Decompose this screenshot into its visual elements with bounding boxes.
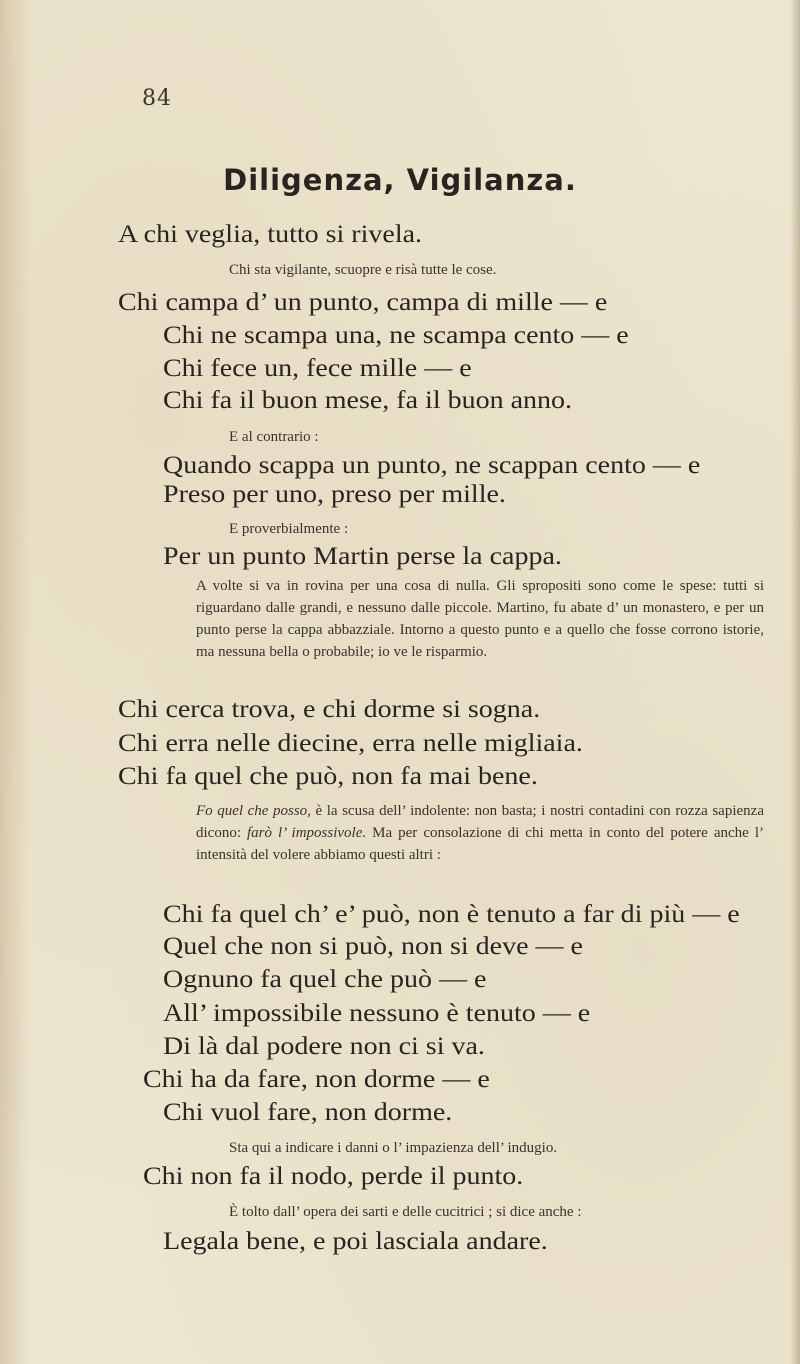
commentary-text: Ma per consolazione di chi metta in conto del potere anche l’ intensità del volere abbiamo questi altri : (196, 825, 764, 863)
commentary-line: E proverbialmente : (229, 521, 349, 537)
proverb-line: Chi erra nelle diecine, erra nelle migliaia. (118, 730, 583, 757)
page-edge-shadow (0, 0, 30, 1364)
proverb-line: Preso per uno, preso per mille. (163, 481, 506, 508)
proverb-line: Quel che non si può, non si deve — e (163, 933, 583, 960)
commentary-line: È tolto dall’ opera dei sarti e delle cucitrici ; si dice anche : (229, 1204, 582, 1220)
proverb-line: Ognuno fa quel che può — e (163, 966, 487, 993)
proverb-line: All’ impossibile nessuno è tenuto — e (163, 1000, 591, 1027)
proverb-line: Legala bene, e poi lasciala andare. (163, 1228, 548, 1255)
proverb-line: Chi vuol fare, non dorme. (163, 1099, 453, 1126)
proverb-line: A chi veglia, tutto si rivela. (118, 221, 423, 248)
commentary-paragraph: A volte si va in rovina per una cosa di nulla. Gli spropositi sono come le spese: tutti si riguardano dalle grandi, e nessuno dalle piccole. Martino, fu abate d’ un monastero, e per un punto perse la cappa abbazziale. Intorno a questo punto e a quello che fosse corrono istorie, ma nessuna bella o probabile; io ve le risparmio. (196, 578, 764, 660)
proverb-line: Chi non fa il nodo, perde il punto. (143, 1163, 524, 1190)
proverb-line: Di là dal podere non ci si va. (163, 1033, 485, 1060)
italic-phrase: Fo quel che posso, (196, 803, 311, 819)
commentary-line: Chi sta vigilante, scuopre e risà tutte le cose. (229, 262, 497, 278)
proverb-line: Quando scappa un punto, ne scappan cento — e (163, 452, 701, 479)
commentary-line: Sta qui a indicare i danni o l’ impazienza dell’ indugio. (229, 1140, 558, 1156)
proverb-line: Chi ha da fare, non dorme — e (143, 1066, 490, 1093)
proverb-line: Chi campa d’ un punto, campa di mille — e (118, 289, 608, 316)
proverb-line: Chi fa quel ch’ e’ può, non è tenuto a far di più — e (163, 901, 740, 928)
proverb-line: Chi fa il buon mese, fa il buon anno. (163, 387, 573, 414)
italic-phrase: farò l’ impossivole. (247, 825, 367, 841)
commentary-text: è la scusa dell’ indolente: non basta; i nostri contadini con rozza sapienza dicono: (196, 803, 764, 841)
proverb-line: Chi fa quel che può, non fa mai bene. (118, 763, 538, 790)
page-edge-shadow (790, 0, 800, 1364)
page-number: 84 (142, 86, 172, 111)
commentary-line: E al contrario : (229, 429, 319, 445)
proverb-line: Chi cerca trova, e chi dorme si sogna. (118, 696, 541, 723)
proverb-line: Chi fece un, fece mille — e (163, 355, 472, 382)
proverb-line: Chi ne scampa una, ne scampa cento — e (163, 322, 629, 349)
page-title: Diligenza, Vigilanza. (223, 163, 577, 197)
commentary-paragraph (196, 800, 764, 866)
proverb-line: Per un punto Martin perse la cappa. (163, 543, 562, 570)
